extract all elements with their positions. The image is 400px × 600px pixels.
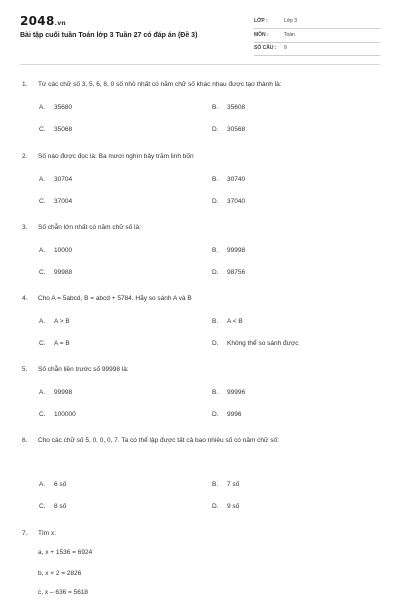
- question-text: Số chẵn liền trước số 99998 là:: [38, 366, 129, 373]
- question-number: 6.: [22, 437, 28, 444]
- subitem-a: a, x + 1536 = 6924: [38, 549, 93, 556]
- option-text: 7 số: [227, 481, 240, 488]
- question-text: Tìm x:: [38, 530, 57, 537]
- option-text: 9996: [227, 411, 242, 418]
- option-text: 35068: [54, 126, 73, 133]
- option-letter: B.: [212, 481, 219, 488]
- meta-subject-label: MÔN :: [254, 32, 269, 38]
- meta-count-label: SỐ CÂU :: [254, 45, 277, 51]
- option-text: 99998: [227, 247, 246, 254]
- option-letter: C.: [39, 340, 46, 347]
- option-d[interactable]: [212, 198, 245, 205]
- option-text: 9 số: [227, 503, 240, 510]
- worksheet-header: [0, 0, 400, 66]
- meta-count-value: 9: [284, 45, 287, 51]
- option-letter: A.: [39, 481, 46, 488]
- option-text: 30704: [54, 176, 73, 183]
- header-divider: [20, 64, 380, 65]
- option-letter: B.: [212, 104, 219, 111]
- question-number: 4.: [22, 295, 28, 302]
- option-text: 99996: [227, 389, 246, 396]
- option-letter: D.: [212, 411, 219, 418]
- option-b[interactable]: [212, 318, 243, 325]
- option-letter: C.: [39, 126, 46, 133]
- option-text: 99998: [54, 389, 73, 396]
- option-letter: C.: [39, 198, 46, 205]
- question-number: 3.: [22, 224, 28, 231]
- option-text: A = B: [54, 340, 70, 347]
- meta-class-label: LỚP :: [254, 18, 268, 24]
- meta-class-value: Lớp 3: [284, 18, 298, 24]
- option-letter: C.: [39, 411, 46, 418]
- option-d[interactable]: [212, 411, 241, 418]
- option-d[interactable]: [212, 503, 239, 510]
- option-text: 35680: [54, 104, 73, 111]
- option-text: 98756: [227, 269, 246, 276]
- question-text: Số nào được đọc là: Ba mươi nghìn bảy trăm linh bốn: [38, 153, 194, 160]
- option-letter: A.: [39, 318, 46, 325]
- worksheet-title: Bài tập cuối tuần Toán lớp 3 Tuần 27 có đáp án (Đề 3): [20, 32, 198, 39]
- option-c[interactable]: [39, 340, 70, 347]
- option-a[interactable]: [39, 389, 72, 396]
- meta-question-count: [254, 43, 380, 56]
- option-letter: B.: [212, 247, 219, 254]
- question-text: Số chẵn lớn nhất có năm chữ số là:: [38, 224, 141, 231]
- option-letter: D.: [212, 503, 219, 510]
- question-text: Từ các chữ số 3, 5, 6, 8, 0 số nhỏ nhất có năm chữ số khác nhau được tạo thành là:: [38, 81, 282, 88]
- option-c[interactable]: [39, 126, 72, 133]
- option-b[interactable]: [212, 104, 245, 111]
- option-text: Không thể so sánh được: [227, 340, 299, 347]
- option-text: 30568: [227, 126, 246, 133]
- option-text: A > B: [54, 318, 70, 325]
- question-text: Cho các chữ số 5, 0, 0, 0, 7. Ta có thể lập được tất cả bao nhiêu số có năm chữ số:: [38, 437, 279, 444]
- option-d[interactable]: [212, 269, 245, 276]
- question-number: 5.: [22, 366, 28, 373]
- option-letter: B.: [212, 389, 219, 396]
- option-letter: D.: [212, 198, 219, 205]
- option-c[interactable]: [39, 411, 76, 418]
- option-text: 8 số: [54, 503, 67, 510]
- question-number: 7.: [22, 530, 28, 537]
- option-letter: D.: [212, 126, 219, 133]
- option-d[interactable]: [212, 126, 245, 133]
- meta-subject: [254, 30, 380, 43]
- option-b[interactable]: [212, 389, 245, 396]
- option-letter: D.: [212, 269, 219, 276]
- subitem-c: c, x – 636 = 5618: [38, 589, 89, 596]
- option-letter: A.: [39, 104, 46, 111]
- option-text: 6 số: [54, 481, 67, 488]
- option-letter: C.: [39, 503, 46, 510]
- option-a[interactable]: [39, 104, 72, 111]
- question-number: 2.: [22, 153, 28, 160]
- site-logo[interactable]: [20, 14, 66, 28]
- option-letter: B.: [212, 176, 219, 183]
- question-text: Cho A = 5abcd, B = abcd + 5784. Hãy so sánh A và B: [38, 295, 192, 302]
- logo-text: 2048: [20, 14, 55, 28]
- option-a[interactable]: [39, 318, 70, 325]
- option-d[interactable]: [212, 340, 299, 347]
- option-letter: A.: [39, 389, 46, 396]
- subitem-b: b, x × 2 = 2826: [38, 570, 82, 577]
- option-text: 37004: [54, 198, 73, 205]
- option-text: 35608: [227, 104, 246, 111]
- option-letter: A.: [39, 176, 46, 183]
- option-a[interactable]: [39, 481, 66, 488]
- option-text: 30740: [227, 176, 246, 183]
- option-b[interactable]: [212, 481, 239, 488]
- meta-subject-value: Toán: [284, 32, 295, 38]
- option-letter: C.: [39, 269, 46, 276]
- option-letter: D.: [212, 340, 219, 347]
- option-text: A < B: [227, 318, 243, 325]
- option-a[interactable]: [39, 247, 72, 254]
- option-c[interactable]: [39, 503, 66, 510]
- option-text: 100000: [54, 411, 76, 418]
- option-letter: A.: [39, 247, 46, 254]
- option-text: 99988: [54, 269, 73, 276]
- option-text: 10000: [54, 247, 73, 254]
- option-a[interactable]: [39, 176, 72, 183]
- meta-class: [254, 16, 380, 29]
- option-b[interactable]: [212, 247, 245, 254]
- logo-suffix: .vn: [54, 20, 66, 27]
- option-text: 37040: [227, 198, 246, 205]
- question-number: 1.: [22, 81, 28, 88]
- option-b[interactable]: [212, 176, 245, 183]
- option-letter: B.: [212, 318, 219, 325]
- option-c[interactable]: [39, 198, 72, 205]
- option-c[interactable]: [39, 269, 72, 276]
